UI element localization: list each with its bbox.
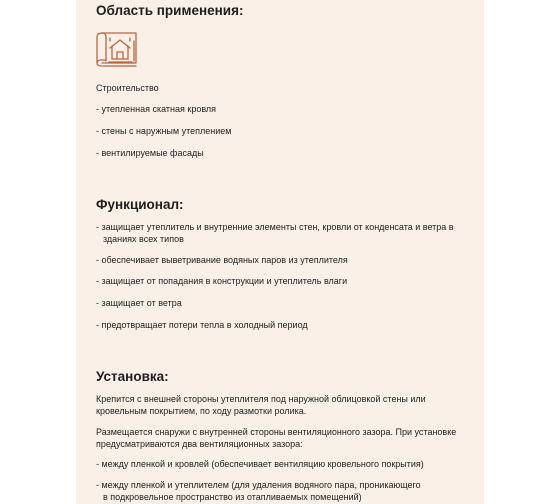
house-blueprint-icon (96, 27, 140, 69)
function-item: - предотвращает потери тепла в холодный период (96, 320, 308, 330)
install-paragraph-line: предусматриваются два вентиляционных зазора: (96, 438, 303, 449)
function-item (96, 222, 476, 245)
install-item: - между пленкой и кровлей (обеспечивает вентиляцию кровельного покрытия) (96, 459, 424, 469)
content-panel (76, 0, 484, 504)
install-item-line: - между пленкой и утеплителем (для удаления водяного пара, проникающего (96, 480, 421, 490)
install-paragraph-line: Размещается снаружи с внутренней стороны вентиляционного зазора. При установке (96, 427, 457, 437)
install-heading: Установка: (96, 369, 169, 384)
function-item: - защищает от ветра (96, 298, 182, 308)
install-paragraph-line: кровельным покрытием, по ходу размотки ролика. (96, 405, 307, 416)
usage-category: Строительство (96, 83, 159, 93)
install-item-line: в подкровельное пространство из отапливаемых помещений) (103, 491, 362, 502)
function-item-line: - защищает утеплитель и внутренние элементы стен, кровли от конденсата и ветра в (96, 222, 454, 232)
usage-item: - вентилируемые фасады (96, 148, 204, 158)
install-paragraph (96, 394, 476, 417)
function-item: - обеспечивает выветривание водяных паров из утеплителя (96, 255, 348, 265)
install-paragraph (96, 427, 476, 450)
install-paragraph-line: Крепится с внешней стороны утеплителя под наружной облицовкой стены или (96, 394, 426, 404)
function-item-line: зданиях всех типов (103, 233, 184, 244)
usage-item: - стены с наружным утеплением (96, 126, 232, 136)
usage-heading: Область применения: (96, 3, 244, 18)
function-item: - защищает от попадания в конструкции и утеплитель влаги (96, 276, 348, 286)
function-heading: Функционал: (96, 197, 184, 212)
usage-item: - утепленная скатная кровля (96, 104, 217, 114)
install-item (96, 480, 476, 503)
